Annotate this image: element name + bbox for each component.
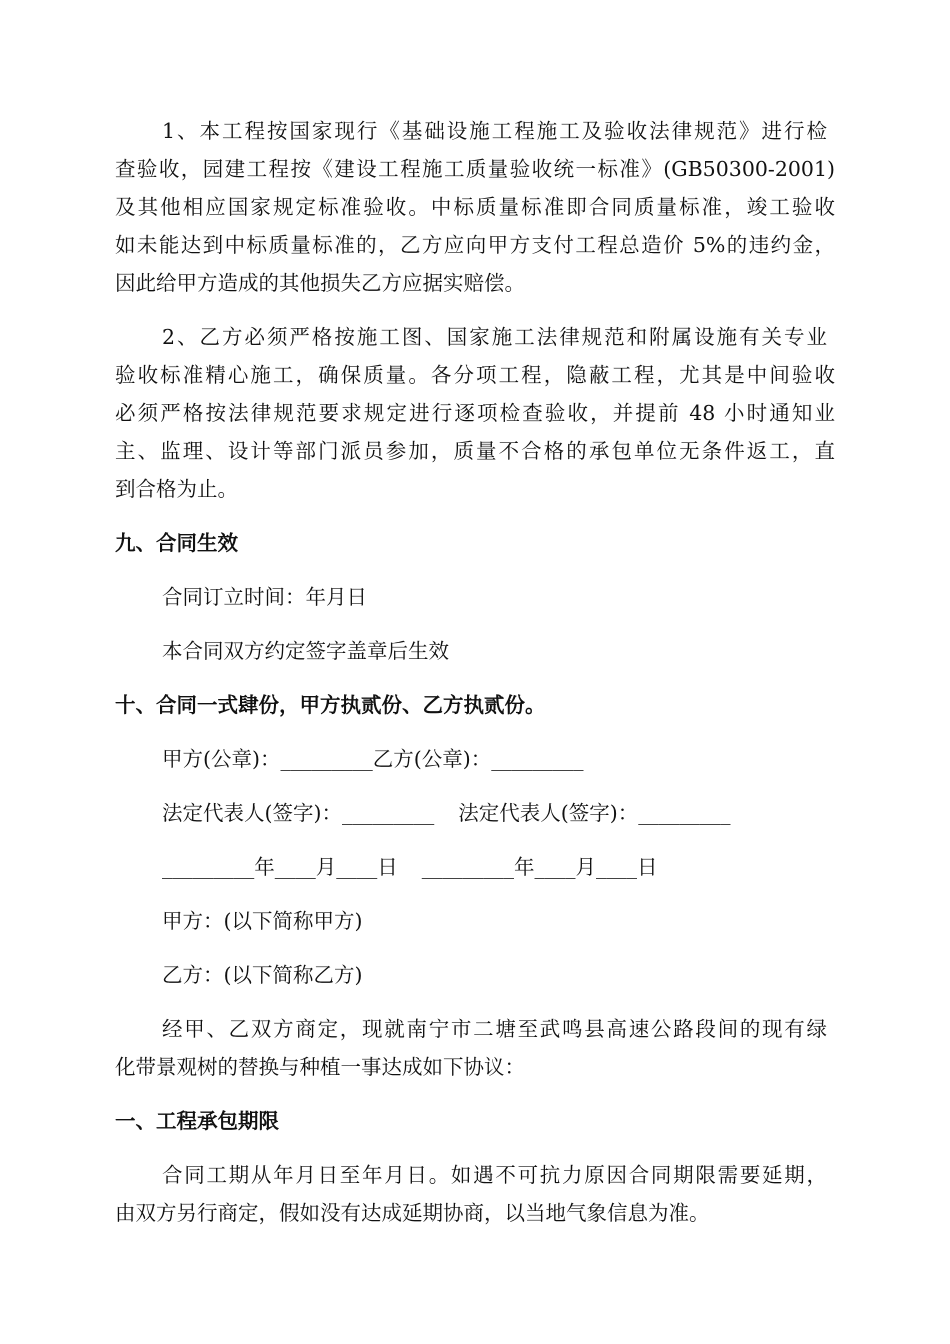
section-heading-1: 一、工程承包期限 [115, 1109, 279, 1133]
paragraph-1-line-3: 及其他相应国家规定标准验收。中标质量标准即合同质量标准，竣工验收 [115, 195, 835, 219]
paragraph-2-line-4: 主、监理、设计等部门派员参加，质量不合格的承包单位无条件返工，直 [115, 439, 835, 463]
paragraph-1-line-2: 查验收，园建工程按《建设工程施工质量验收统一标准》(GB50300-2001) [115, 157, 835, 181]
section-heading-9: 九、合同生效 [115, 531, 238, 555]
date-line [162, 853, 882, 881]
paragraph-2-line-3: 必须严格按法律规范要求规定进行逐项检查验收，并提前 48 小时通知业 [115, 401, 835, 425]
sign-time-line: 合同订立时间：年月日 [162, 585, 367, 609]
paragraph-4-line-2: 由双方另行商定，假如没有达成延期协商，以当地气象信息为准。 [115, 1201, 710, 1225]
party-b-date-field: _________年____月____日 [421, 855, 658, 879]
seal-line [162, 745, 882, 773]
party-a-date-field: _________年____月____日 [162, 855, 398, 879]
representative-line [162, 799, 882, 827]
paragraph-1-line-4: 如未能达到中标质量标准的，乙方应向甲方支付工程总造价 5%的违约金， [115, 233, 835, 257]
paragraph-2-line-1: 2、乙方必须严格按施工图、国家施工法律规范和附属设施有关专业 [162, 325, 827, 349]
party-b-definition: 乙方：(以下简称乙方) [162, 963, 363, 987]
paragraph-2-line-5: 到合格为止。 [115, 477, 238, 501]
party-b-representative-field: 法定代表人(签字)：_________ [458, 801, 731, 825]
party-a-representative-field: 法定代表人(签字)：_________ [162, 801, 435, 825]
paragraph-1-line-5: 因此给甲方造成的其他损失乙方应据实赔偿。 [115, 271, 525, 295]
paragraph-3-line-2: 化带景观树的替换与种植一事达成如下协议： [115, 1055, 525, 1079]
paragraph-1-line-1: 1、本工程按国家现行《基础设施工程施工及验收法律规范》进行检 [162, 119, 827, 143]
paragraph-3-line-1: 经甲、乙双方商定，现就南宁市二塘至武鸣县高速公路段间的现有绿 [162, 1017, 827, 1041]
paragraph-4-line-1: 合同工期从年月日至年月日。如遇不可抗力原因合同期限需要延期， [162, 1163, 827, 1187]
party-a-seal-field: 甲方(公章)：_________ [162, 747, 373, 771]
effect-line: 本合同双方约定签字盖章后生效 [162, 639, 449, 663]
paragraph-2-line-2: 验收标准精心施工，确保质量。各分项工程，隐蔽工程，尤其是中间验收 [115, 363, 835, 387]
party-b-seal-field: 乙方(公章)：_________ [372, 747, 584, 771]
party-a-definition: 甲方：(以下简称甲方) [162, 909, 363, 933]
section-heading-10: 十、合同一式肆份，甲方执贰份、乙方执贰份。 [115, 693, 546, 717]
